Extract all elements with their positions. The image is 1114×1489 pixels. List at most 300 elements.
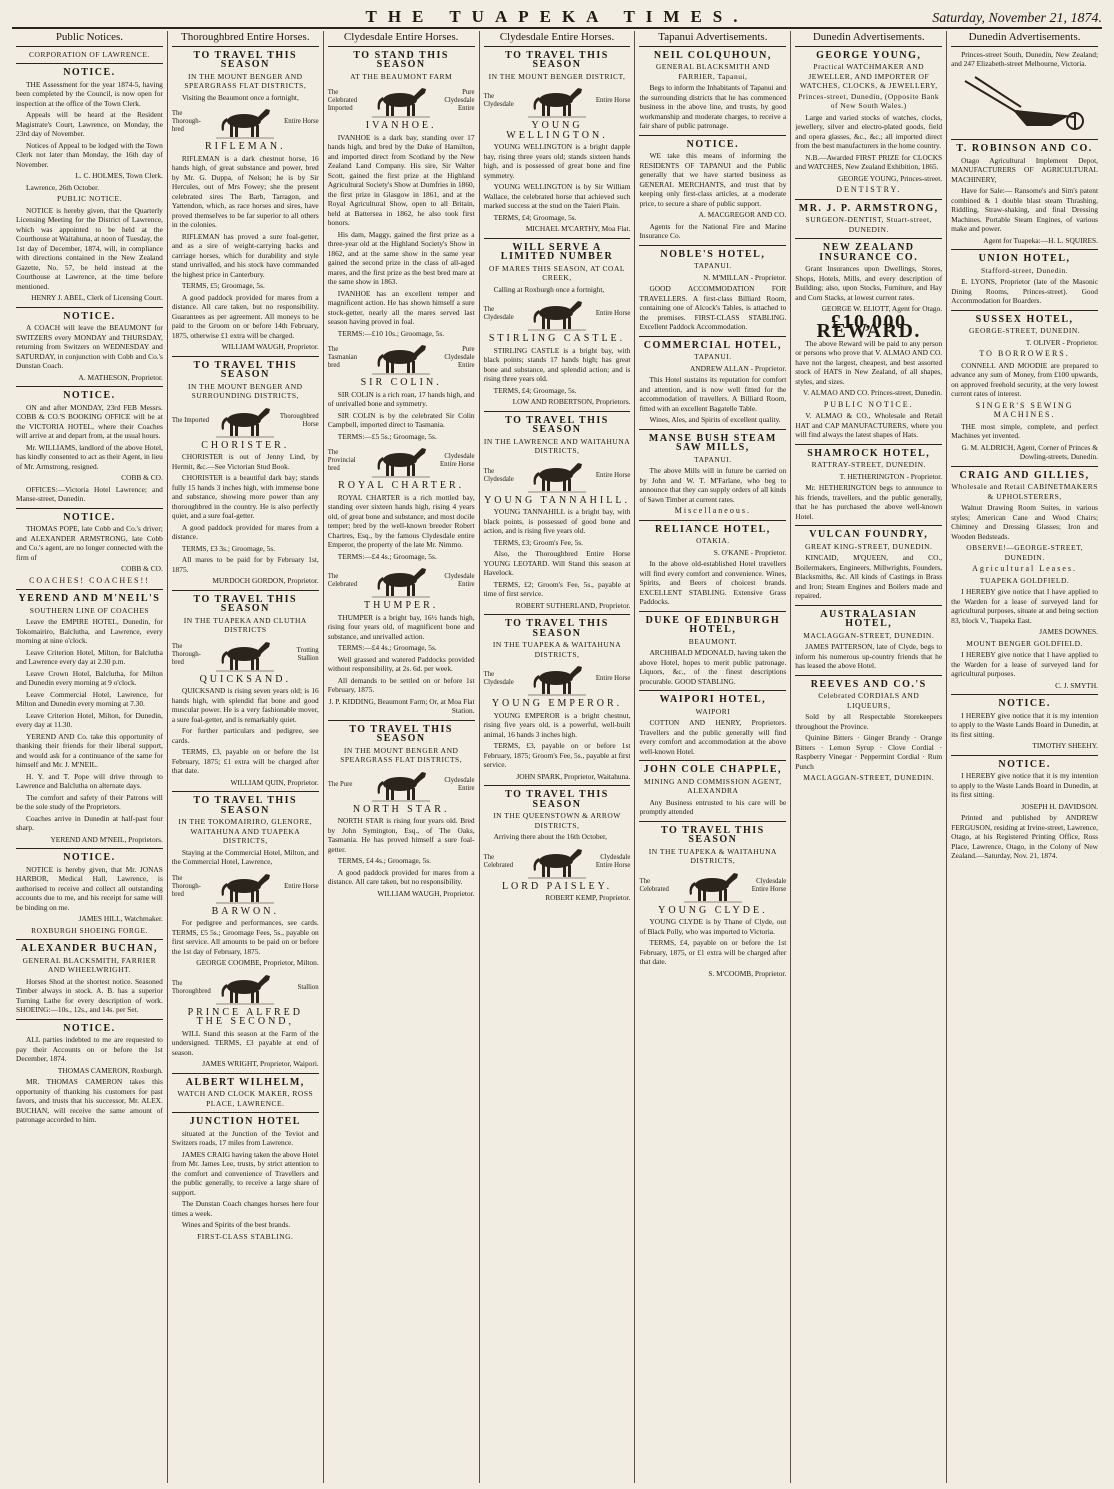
ad-body-text: Coaches arrive in Dunedin at half-past four sharp. <box>16 813 163 832</box>
horse-label-right: Clydesdale Entire <box>444 776 475 792</box>
ad-body-text: TERMS, £4 4s.; Groomage, 5s. <box>337 856 431 865</box>
ad-body-text: WILL Stand this season at the Farm of the undersigned. TERMS, £3 payable at end of season. <box>171 1028 319 1057</box>
ad-headline: NOTICE. <box>998 758 1051 770</box>
ad-divider <box>484 411 631 412</box>
ad-subhead: AT THE BEAUMONT FARM <box>350 71 453 81</box>
ad-body-text: TERMS, £2; Groom's Fee, 5s., payable at time of first service. <box>483 579 631 598</box>
horse-label-left: The Provincial bred <box>327 449 356 472</box>
ad-body-text: situated at the Junction of the Teviot and Switzers roads, 17 miles from Lawrence. <box>171 1128 319 1147</box>
ad-subhead: Princes-street, Dunedin, (Opposite Bank of New South Wales.) <box>798 91 940 110</box>
ad-divider <box>16 63 163 64</box>
horse-name: BARWON. <box>211 905 279 917</box>
horse-name: SIR COLIN. <box>360 377 442 388</box>
ad-body-text: Leave the EMPIRE HOTEL, Dunedin, for Tokomairiro, Balclutha, and Lawrence, every morning at nine o'clock. <box>16 617 163 645</box>
column-header: Public Notices. <box>16 31 163 47</box>
ad-divider <box>951 466 1098 467</box>
ad-headline: UNION HOTEL, <box>978 253 1071 264</box>
ad-body-text: Begs to inform the Inhabitants of Tapanui and the surrounding districts that he has commenced business in the above line, and trusts, by good workmanship and moderate charges, to receive a fair share of public patronage. <box>639 83 787 130</box>
ad-body-text: YOUNG TANNAHILL is a bright bay, with black points, is possessed of good bone and action, and is rising five years old. <box>483 507 631 535</box>
horse-illustration-icon <box>370 444 432 478</box>
ad-subhead: IN THE TUAPEKA & WAITAHUNA DISTRICTS, <box>492 640 622 659</box>
ad-divider <box>639 245 786 246</box>
horse-cut <box>328 768 475 802</box>
ad-headline: YEREND AND M'NEIL'S <box>18 593 161 604</box>
ad-subhead: MACLAGGAN-STREET, DUNEDIN. <box>803 630 935 640</box>
ad-body-text: N.B.—Awarded FIRST PRIZE for CLOCKS and WATCHES, New Zealand Exhibition, 1865. <box>795 152 943 171</box>
ad-headline: NOTICE. <box>998 698 1051 709</box>
horse-label-right: Entire Horse <box>284 118 319 125</box>
ad-body-text: TERMS, £3; Groom's Fee, 5s. <box>493 537 583 547</box>
ad-subhead: TAPANUI. <box>694 261 732 270</box>
ad-signature: THOMAS CAMERON, Roxburgh. <box>57 1065 163 1075</box>
ad-divider <box>16 386 163 387</box>
ad-body-text: TERMS, £5; Groomage, 5s. <box>181 281 265 290</box>
ad-body-text: SIR COLIN is by the celebrated Sir Colin Campbell, imported direct to Tasmania. <box>327 410 475 429</box>
ad-body-text: Walnut Drawing Room Suites, in various styles; American Cane and Wood Chairs; Chimney and Dressing Glasses; Iron and Wooden Bedsteads. <box>951 503 1099 541</box>
section-caption: SINGER'S SEWING MACHINES. <box>975 400 1074 419</box>
ad-divider <box>16 508 163 509</box>
ad-body-text: YEREND AND Co. take this opportunity of thanking their friends for their liberal support, and would ask for a continuance of the same for himself and Mr. J. M'NEIL. <box>16 731 163 769</box>
ad-headline: JOHN COLE CHAPPLE, <box>643 764 783 775</box>
ad-body-text: THE most simple, complete, and perfect Machines yet invented. <box>951 421 1099 440</box>
ad-divider <box>639 520 786 521</box>
ad-body-text: THUMPER is a bright bay, 16½ hands high, rising four years old, of magnificent bone and substance, and unrivalled action. <box>327 612 475 641</box>
ad-body-text: TERMS, £3, payable on or before the 1st February, 1875; £1 extra will be charged after that date. <box>171 747 319 775</box>
ad-divider <box>639 611 786 612</box>
ad-body-text: GOOD ACCOMMODATION FOR TRAVELLERS. A first-class Billiard Room, containing one of Alcock's Tables, is attached to the premises. FIRST-CLASS STABLING. Excellent Paddock Accommodation. <box>639 284 787 331</box>
horse-illustration-icon <box>370 768 432 802</box>
column-1 <box>12 31 168 1483</box>
ad-headline: TO TRAVEL THIS SEASON <box>505 789 609 810</box>
ad-body-text: YOUNG WELLINGTON is by Sir William Wallace, the celebrated horse that achieved such marked success at the stud on the Taieri Plain. <box>483 182 631 210</box>
horse-name: YOUNG CLYDE. <box>658 904 768 916</box>
ad-body-text: RIFLEMAN is a dark chestnut horse, 16 hands high, of great substance and power, bred by Mr. G. Duppa, of Nelson; he is by Sir Hercules, out of Mrs Fowey; she the present celebrated sires The Barb, Tarragon, and Yattendon, which, as race horses and sires, have proved themselves to be far superior to all others in the colonies. <box>171 153 319 229</box>
ad-divider <box>795 675 942 676</box>
ad-divider <box>639 429 786 430</box>
ad-signature: ANDREW ALLAN - Proprietor. <box>689 363 787 373</box>
ad-body-text: The above Reward will be paid to any person or persons who prove that V. ALMAO AND CO. have not the largest, cheapest, and best assorted stock of HATS in New Zealand, of all shapes, styles, and sizes. <box>795 338 943 386</box>
ad-subhead: PUBLIC NOTICE. <box>56 194 122 203</box>
ad-body-text: A COACH will leave the BEAUMONT for SWITZERS every MONDAY and THURSDAY, returning from Switzers on WEDNESDAY and SATURDAY, in conjunction with Cobb and Co.'s Dunstan Coach. <box>16 323 163 370</box>
horse-illustration-icon <box>526 297 588 331</box>
column-header: Clydesdale Entire Horses. <box>328 31 475 47</box>
horse-label-right: Thoroughbred Horse <box>279 412 319 428</box>
ad-body-text: Lawrence, 26th October. <box>26 182 100 192</box>
ad-subhead: IN THE QUEENSTOWN & ARROW DISTRICTS, <box>493 811 621 830</box>
ad-signature: YEREND AND M'NEIL, Proprietors. <box>50 834 163 844</box>
ad-subhead: TAPANUI. <box>694 352 732 361</box>
ad-body-text: YOUNG WELLINGTON is a bright dapple bay, rising three years old; stands sixteen hands high, and is possessed of great bone and fine symmetry. <box>483 142 631 180</box>
ad-body-text: TERMS, £4; Groomage, 5s. <box>493 385 577 395</box>
column-header: Dunedin Advertisements. <box>795 31 942 47</box>
horse-name: CHORISTER. <box>201 439 290 451</box>
ad-headline: NOTICE. <box>686 138 740 150</box>
ad-subhead: SURGEON-DENTIST, Stuart-street, DUNEDIN. <box>805 215 932 234</box>
ad-divider <box>172 1073 319 1074</box>
horse-label-left: The Pure <box>327 780 353 788</box>
column-4 <box>480 31 636 1483</box>
horse-label-left: The Celebrated <box>327 573 358 588</box>
ad-body-text: I HEREBY give notice that I have applied to the Warden for a lease of surveyed land for agricultural purposes. <box>951 650 1099 678</box>
ad-body-text: Also, the Thoroughbred Entire Horse YOUNG LEOTARD. Will Stand this season at Havelock. <box>483 549 631 577</box>
ad-divider <box>795 444 942 445</box>
column-header: Tapanui Advertisements. <box>639 31 786 47</box>
column-6 <box>791 31 947 1483</box>
horse-cut <box>172 105 319 139</box>
horse-name: YOUNG WELLINGTON. <box>506 120 608 141</box>
ad-body-text: NOTICE is hereby given, that the Quarterly Licensing Meeting for the District of Lawrence, which was appointed to be held at the Courthouse at Waitahuna, at noon of Tuesday, the 1st day of December, 1874, will, in compliance with directions contained in the New Zealand Gazette, No. 57, be held instead at the Courthouse at Lawrence, at the time before mentioned. <box>16 205 163 291</box>
horse-label-right: Entire Horse <box>595 471 631 479</box>
ad-body-text: All mares to be paid for by February 1st, 1875. <box>171 555 319 574</box>
horse-label-left: The Thoroughbred <box>171 979 211 995</box>
ad-signature: JOHN SPARK, Proprietor, Waitahuna. <box>516 771 631 781</box>
ad-divider <box>172 356 319 357</box>
ad-body-text: THOMAS POPE, late Cobb and Co.'s driver; and ALEXANDER ARMSTRONG, late Cobb and Co.'s agent, are no longer connected with the firm of <box>16 524 163 562</box>
ad-body-text: The comfort and safety of their Patrons will be the sole study of the Proprietors. <box>16 792 163 811</box>
horse-label-right: Clydesdale Entire Horse <box>440 453 475 468</box>
horse-cut <box>328 444 475 478</box>
ad-subhead: Stafford-street, Dunedin. <box>981 265 1069 275</box>
ad-divider <box>951 310 1098 311</box>
column-header: Dunedin Advertisements. <box>951 31 1098 47</box>
ad-body-text: I HEREBY give notice that it is my intention to apply to the Waste Lands Board in Dunedin, at its first sitting. <box>951 710 1099 739</box>
ad-signature: JAMES DOWNES. <box>1039 627 1099 636</box>
ad-body-text: This Hotel sustains its reputation for comfort and attention, and is now well fitted for the accommodation of travellers. A Billiard Room, fitted with an excellent Bagatelle Table. <box>639 375 787 413</box>
ad-body-text: Arriving there about the 16th October, <box>493 832 607 841</box>
horse-cut <box>172 870 319 904</box>
ad-signature: JOSEPH H. DAVIDSON. <box>1021 801 1099 811</box>
ad-divider <box>172 1112 319 1113</box>
ad-headline: GEORGE YOUNG, <box>816 49 922 61</box>
ad-headline: TO TRAVEL THIS SEASON <box>505 414 609 435</box>
ad-headline: NOTICE. <box>63 511 116 523</box>
ad-body-text: All demands to be settled on or before 1st February, 1875. <box>327 675 475 694</box>
ad-divider <box>484 785 631 786</box>
ad-subhead: OBSERVE!—GEORGE-STREET, DUNEDIN. <box>966 543 1083 562</box>
ad-signature: TIMOTHY SHEEHY. <box>1032 741 1099 750</box>
ad-signature: J. P. KIDDING, Beaumont Farm; Or, at Moa Flat Station. <box>328 696 475 715</box>
ad-divider <box>795 525 942 526</box>
ad-headline: NOBLE'S HOTEL, <box>660 248 766 260</box>
ad-subhead: GENERAL BLACKSMITH, FARRIER AND WHEELWRIGHT. <box>22 955 157 974</box>
ad-signature: GEORGE COOMBE, Proprietor, Milton. <box>196 958 319 967</box>
horse-cut <box>484 845 631 879</box>
horse-illustration-icon <box>370 341 432 375</box>
ad-headline: TO TRAVEL THIS SEASON <box>505 618 609 639</box>
ad-body-text: ON and after MONDAY, 23rd FEB Messrs. COBB & CO.'S BOOKING OFFICE will be at the VICTORIA HOTEL, where their Coaches will arrive at and depart from, at the usual hours. <box>16 402 163 440</box>
ad-signature: Agent for Tuapeka:—H. L. SQUIRES. <box>983 235 1099 245</box>
ad-signature: GEORGE YOUNG, Princes-street. <box>838 173 943 183</box>
ad-headline: NOTICE. <box>63 67 116 78</box>
horse-illustration-icon <box>526 459 588 493</box>
ad-body-text: TERMS:—£4 4s.; Groomage, 5s. <box>337 551 437 561</box>
ad-signature: T. HETHERINGTON - Proprietor. <box>839 471 943 481</box>
horse-name: STIRLING CASTLE. <box>488 333 626 344</box>
ad-headline: TO TRAVEL THIS SEASON <box>349 723 453 744</box>
horse-label-left: The Clydesdale <box>483 671 514 686</box>
horse-name: PRINCE ALFRED THE SECOND, <box>187 1006 303 1027</box>
ad-subhead: IN THE TUAPEKA AND CLUTHA DISTRICTS <box>183 615 307 634</box>
ad-body-text: In the above old-established Hotel travellers will find every comfort and convenience. Wines, Spirits, and Beers of choicest brands. EXCELLENT STABLING. Extensive Grass Paddocks. <box>639 559 787 606</box>
ad-signature: GEORGE W. ELIOTT, Agent for Otago. <box>821 304 943 313</box>
ad-subhead: FIRST-CLASS STABLING. <box>197 1231 294 1241</box>
ad-body-text: Have for Sale:— Ransome's and Sim's patent combined & 1 double blast steam Thrashing, Riddling, Straw-shaking, and final Dressing Machines. Portable Steam Engines, of various make and power. <box>951 186 1099 233</box>
newspaper-columns <box>12 31 1102 1483</box>
horse-name: YOUNG EMPEROR. <box>491 698 623 709</box>
ad-signature: LOW AND ROBERTSON, Proprietors. <box>512 397 631 406</box>
ad-body-text: For further particulars and pedigree, see cards. <box>171 726 319 745</box>
ad-subhead: Wholesale and Retail CABINETMAKERS & UPHOLSTERERS, <box>951 482 1098 501</box>
horse-label-left: The Clydesdale <box>483 467 514 483</box>
ad-headline: AUSTRALASIAN HOTEL, <box>820 608 918 629</box>
ad-headline: NEW ZEALAND INSURANCE CO. <box>819 242 919 263</box>
ad-body-text: Leave Crown Hotel, Balclutha, for Milton and Dunedin every morning at 9 o'clock. <box>16 668 163 687</box>
ad-body-text: TERMS, £4, payable on or before the 1st February, 1875, or £1 extra will be charged after that date. <box>639 938 787 966</box>
horse-illustration-icon <box>214 404 276 438</box>
ad-divider <box>639 690 786 691</box>
masthead <box>12 3 1102 29</box>
ad-subhead: IN THE LAWRENCE AND WAITAHUNA DISTRICTS, <box>483 436 631 455</box>
ad-headline: TO TRAVEL THIS SEASON <box>193 593 298 614</box>
ad-divider <box>951 249 1098 250</box>
ad-subhead: WAIPORI <box>695 706 731 716</box>
ad-subhead: SOUTHERN LINE OF COACHES <box>29 605 150 615</box>
ad-subhead: MACLAGGAN-STREET, DUNEDIN. <box>803 773 935 782</box>
ad-signature: JAMES HILL, Watchmaker. <box>78 914 163 923</box>
ad-body-text: His dam, Maggy, gained the first prize as a three-year old at the Highland Society's Show in 1862, and at the same show in the same year gained the second prize in the class of all-aged mares, and the first prize as the best bred mare at the same show in 1863. <box>327 229 475 286</box>
ad-headline: NOTICE. <box>63 310 116 322</box>
horse-cut <box>484 84 631 118</box>
horse-name: LORD PAISLEY. <box>501 880 613 892</box>
ad-signature: V. ALMAO AND CO. Princes-street, Dunedin. <box>802 388 943 397</box>
ad-divider <box>16 589 163 590</box>
ad-subhead: CORPORATION OF LAWRENCE. <box>29 49 150 59</box>
horse-cut <box>484 662 631 696</box>
ad-body-text: Leave Criterion Hotel, Milton, for Balclutha and Lawrence every day at 2.30 p.m. <box>16 647 163 666</box>
section-caption: TO BORROWERS. <box>979 349 1070 358</box>
ad-headline: COMMERCIAL HOTEL, <box>643 339 783 351</box>
column-3 <box>324 31 480 1483</box>
ad-headline: ALBERT WILHELM, <box>185 1076 305 1088</box>
ad-signature: COBB & CO. <box>121 564 163 573</box>
ad-signature: COBB & CO. <box>121 473 163 482</box>
ad-body-text: ALL parties indebted to me are requested to pay their Accounts on or before the 1st December, 1874. <box>16 1035 163 1063</box>
ad-subhead: MOUNT BENGER GOLDFIELD. <box>966 638 1083 648</box>
horse-name: QUICKSAND. <box>199 673 291 685</box>
ad-body-text: Wines and Spirits of the best brands. <box>181 1220 291 1229</box>
horse-illustration-icon <box>214 971 276 1005</box>
horse-label-left: The Thorough-bred <box>171 642 201 666</box>
ad-subhead: Practical WATCHMAKER AND JEWELLER, AND IMPORTER OF WATCHES, CLOCKS, & JEWELLERY, <box>799 62 938 90</box>
ad-body-text: Leave Commercial Hotel, Lawrence, for Milton and Dunedin every morning at 7.30. <box>16 689 163 708</box>
ad-body-text: A good paddock provided for mares from a distance. <box>171 522 319 541</box>
ad-signature: ROBERT KEMP, Proprietor. <box>545 893 631 902</box>
ad-subhead: OF MARES THIS SEASON, AT COAL CREEK, <box>489 263 625 282</box>
horse-label-right: Entire Horse <box>595 97 631 104</box>
ad-headline: NEIL COLQUHOUN, <box>653 49 772 61</box>
plough-cut <box>951 73 1098 136</box>
ad-body-text: CHORISTER is out of Jenny Lind, by Hermit, &c.—See Victorian Stud Book. <box>171 452 319 471</box>
ad-headline: NOTICE. <box>63 1022 116 1034</box>
horse-label-left: The Tasmanian bred <box>327 346 358 369</box>
ad-body-text: TERMS:—£4 4s.; Groomage, 5s. <box>337 643 437 652</box>
ad-body-text: Agents for the National Fire and Marine Insurance Co. <box>639 221 787 240</box>
ad-signature: WILLIAM WAUGH, Proprietor. <box>377 888 475 898</box>
ad-body-text: I HEREBY give notice that it is my intention to apply to the Waste Lands Board in Dunedin, at its first sitting. <box>951 771 1099 799</box>
ad-body-text: NOTICE is hereby given, that Mr. JONAS HARBOR, Medical Hall, Lawrence, is authorised to receive and collect all outstanding accounts due to me, and his receipt for same will be binding on me. <box>16 864 163 912</box>
ad-body-text: Princes-street South, Dunedin, New Zealand; and 247 Elizabeth-street Melbourne, Victoria. <box>951 49 1099 68</box>
ad-body-text: CHORISTER is a beautiful dark bay; stands fully 15 hands 3 inches high, with immense bone and substance, showing more power than any thoroughbred in the country. He is also perfectly quiet, and a sure foal-getter. <box>171 473 319 520</box>
horse-label-right: Entire Horse <box>595 675 631 682</box>
ad-body-text: TERMS:—£10 10s.; Groomage, 5s. <box>337 328 445 338</box>
ad-signature: A. MATHESON, Proprietor. <box>78 372 163 382</box>
ad-body-text: CONNELL AND MOODIE are prepared to advance any sum of Money, from £100 upwards, on approved freehold security, at the very lowest current rates of interest. <box>951 360 1099 398</box>
horse-illustration-icon <box>370 564 432 598</box>
ad-divider <box>639 135 786 136</box>
horse-cut <box>328 84 475 118</box>
section-caption: PUBLIC NOTICE. <box>823 399 914 409</box>
ad-divider <box>172 590 319 591</box>
ad-body-text: COTTON AND HENRY, Proprietors. Travellers and the public generally will find every comfort and accommodation at the above well-known Hotel. <box>639 718 787 756</box>
horse-name: NORTH STAR. <box>352 803 450 815</box>
ad-headline: TO TRAVEL THIS SEASON <box>193 795 298 816</box>
ad-body-text: Calling at Roxburgh once a fortnight, <box>493 284 605 294</box>
ad-body-text: Mr. WILLIAMS, landlord of the above Hotel, has kindly consented to act as their Agent, in lieu of Mr. Armstrong, resigned. <box>16 442 163 471</box>
ad-body-text: JAMES PATTERSON, late of Clyde, begs to inform his numerous up-country friends that he has leased the above Hotel. <box>795 642 943 670</box>
column-2 <box>168 31 324 1483</box>
horse-illustration-icon <box>526 662 588 696</box>
ad-headline: SHAMROCK HOTEL, <box>807 447 931 459</box>
horse-illustration-icon <box>370 84 432 118</box>
ad-body-text: Any Business entrusted to his care will be promptly attended <box>639 797 787 816</box>
horse-label-left: The Celebrated Imported <box>327 89 358 112</box>
ad-signature: A. MACGREGOR AND CO. <box>698 210 787 219</box>
ad-body-text: For pedigree and performances, see cards. TERMS, £5 5s.; Groomage Fees, 5s., payable on first service. All amounts to be paid on or before the 1st day of February, 1875. <box>171 918 319 956</box>
ad-subhead: Celebrated CORDIALS AND LIQUEURS, <box>818 691 920 710</box>
horse-cut <box>484 459 631 493</box>
ad-body-text: E. LYONS, Proprietor (late of the Masonic Dining Rooms, Princes-street). Good Accommodation for Boarders. <box>951 277 1099 305</box>
ad-signature: C. J. SMYTH. <box>1055 680 1099 690</box>
ad-divider <box>484 614 631 615</box>
ad-divider <box>795 238 942 239</box>
ad-body-text: RIFLEMAN has proved a sure foal-getter, and as a sire of weight-carrying hacks and carriage horses, which for durability and style stand unrivalled, and his stock have commanded the highest price in Canterbury. <box>171 231 319 279</box>
ad-subhead: IN THE MOUNT BENGER AND SURROUNDING DISTRICTS, <box>188 381 303 400</box>
horse-cut <box>328 564 475 598</box>
ad-divider <box>795 199 942 200</box>
ad-headline: TO STAND THIS SEASON <box>353 49 449 70</box>
horse-illustration-icon <box>214 105 276 139</box>
horse-illustration-icon <box>526 84 588 118</box>
ad-subhead: IN THE TUAPEKA & WAITAHUNA DISTRICTS, <box>648 846 777 865</box>
ad-body-text: WE take this means of informing the RESIDENTS OF TAPANUI and the Public generally that we have started business as GENERAL MERCHANTS, and trust that by keeping only first-class articles, at a moderate price, to secure a share of public support. <box>639 151 787 208</box>
ad-body-text: Large and varied stocks of watches, clocks, jewellery, silver and electro-plated goods, field and opera glasses, &c., &c.; all imported direct from the best manufacturers in the home country. <box>795 112 943 150</box>
ad-body-text: V. ALMAO & CO., Wholesale and Retail HAT and CAP MANUFACTURERS, where you will find always the latest shapes of Hats. <box>795 411 943 439</box>
ad-headline: MANSE BUSH STEAM SAW MILLS, <box>648 432 777 453</box>
horse-label-right: Pure Clydesdale Entire <box>444 346 475 369</box>
ad-signature: MURDOCH GORDON, Proprietor. <box>212 576 319 585</box>
ad-body-text: OFFICES:—Victoria Hotel Lawrence; and Manse-street, Dunedin. <box>16 484 163 503</box>
ad-headline: SUSSEX HOTEL, <box>975 313 1074 325</box>
horse-illustration-icon <box>214 638 276 672</box>
ad-subhead: GEORGE-STREET, DUNEDIN. <box>969 326 1081 335</box>
horse-label-right: Clydesdale Entire Horse <box>595 853 631 869</box>
ad-body-text: Otago Agricultural Implement Depot, MANUFACTURERS OF AGRICULTURAL MACHINERY, <box>951 155 1099 184</box>
horse-name: THUMPER. <box>364 600 439 611</box>
plough-illustration-icon <box>955 73 1095 133</box>
horse-label-left: The Celebrated <box>483 853 514 869</box>
ad-headline: REEVES AND CO.'S <box>810 678 927 690</box>
ad-body-text: Appeals will be heard at the Resident Magistrate's Court, Lawrence, on Monday, the 23rd day of November. <box>16 110 163 138</box>
ad-subhead: WATCH AND CLOCK MAKER, ROSS PLACE, LAWRENCE. <box>177 1089 314 1108</box>
horse-label-left: The Thorough-bred <box>171 874 201 898</box>
ad-headline: ALEXANDER BUCHAN, <box>20 943 159 954</box>
horse-name: RIFLEMAN. <box>204 141 286 152</box>
section-caption: DENTISTRY. <box>836 185 902 194</box>
ad-signature: JAMES WRIGHT, Proprietor, Waipori. <box>202 1059 319 1068</box>
ad-signature: ROBERT SUTHERLAND, Proprietor. <box>515 600 631 610</box>
ad-headline: DUKE OF EDINBURGH HOTEL, <box>645 614 781 635</box>
horse-label-right: Entire Horse <box>284 882 319 890</box>
ad-body-text: Leave Criterion Hotel, Milton, for Dunedin, every day at 11.30. <box>16 710 163 729</box>
ad-body-text: IVANHOE has an excellent temper and magnificent action. He has shown himself a sure stock-getter, nearly all the mares served last season having proved in foal. <box>327 288 475 326</box>
ad-headline: NOTICE. <box>63 390 116 401</box>
ad-divider <box>639 336 786 337</box>
ad-divider <box>16 307 163 308</box>
horse-label-right: Clydesdale Entire <box>444 573 475 588</box>
horse-cut <box>328 341 475 375</box>
horse-name: YOUNG TANNAHILL. <box>484 494 630 506</box>
ad-body-text: Printed and published by ANDREW FERGUSON, residing at Irvine-street, Lawrence, Otago, at his Registered Printing Office, Ross Place, Lawrence, Otago, in the Colony of New Zealand.—Saturday, Nov. 21, 1874. <box>951 813 1099 860</box>
ad-headline: TO TRAVEL THIS SEASON <box>193 49 298 70</box>
ad-subhead: OTAKIA. <box>696 536 730 545</box>
ad-body-text: SIR COLIN is a rich roan, 17 hands high, and of unrivalled bone and symmetry. <box>327 389 475 408</box>
ad-body-text: KINCAID, M'QUEEN, and CO., Boilermakers, Engineers, Millwrights, Founders, Blacksmiths, &c. All kinds of Castings in Brass and Iron; Steam Engines and Boilers made and repaired. <box>795 553 943 600</box>
ad-body-text: A good paddock provided for mares from a distance. All care taken, but no responsibility. Guarantees as per agreement. All moneys to be paid to the Groom on or before 14th February, 1875, otherwise £1 extra will be charged. <box>171 292 319 340</box>
ad-subhead: TAPANUI. <box>694 454 732 464</box>
ad-subhead: RATTRAY-STREET, DUNEDIN. <box>811 460 926 469</box>
ad-divider <box>16 939 163 940</box>
ad-subhead: IN THE TOKOMAIRIRO, GLENORE, WAITAHUNA AND TUAPEKA DISTRICTS, <box>178 817 313 845</box>
ad-subhead: MINING AND COMMISSION AGENT, ALEXANDRA <box>644 776 782 795</box>
ad-signature: HENRY J. ABEL, Clerk of Licensing Court. <box>31 293 163 302</box>
ad-subhead: IN THE MOUNT BENGER AND SPEARGRASS FLAT DISTRICTS, <box>184 71 307 90</box>
ad-body-text: MR. THOMAS CAMERON takes this opportunity of thanking his customers for past favors, and trusts that his successor, Mr. ALEX. BUCHAN, will receive the same amount of patronage accorded to him. <box>16 1077 163 1124</box>
horse-label-right: Stallion <box>297 983 319 991</box>
ad-subhead: BEAUMONT. <box>688 636 738 646</box>
ad-body-text: The Dunstan Coach changes horses here four times a week. <box>171 1199 319 1218</box>
horse-name: ROYAL CHARTER. <box>338 480 465 491</box>
ad-body-text: IVANHOE is a dark bay, standing over 17 hands high, and bred by the Duke of Hamilton, and imported direct from Scotland by the New Zealand Land Company. His sire, Sir Walter Scott, gained the first prize at the Highland Agricultural Society's Show at Dumfries in 1860, the first prize in Glasgow in 1861, and at the Royal Agricultural Show, open to all Britain, held at Battersea in 1862, he also took first honors. <box>327 132 475 227</box>
horse-label-right: Pure Clydesdale Entire <box>444 89 475 112</box>
ad-body-text: STIRLING CASTLE is a bright bay, with black points; stands 17 hands high; has great bone and substance, and splendid action; and is rising three years old. <box>483 345 631 383</box>
horse-label-left: The Thorough-bred <box>171 110 201 133</box>
ad-body-text: A good paddock provided for mares from a distance. All care taken, but no responsibility. <box>327 867 475 886</box>
horse-illustration-icon <box>526 845 588 879</box>
ad-divider <box>639 821 786 822</box>
ad-signature: G. M. ALDRICH, Agent, Corner of Princes & Dowling-streets, Dunedin. <box>961 442 1099 461</box>
ad-subhead: GREAT KING-STREET, DUNEDIN. <box>805 541 933 551</box>
ad-divider <box>639 760 786 761</box>
ad-subhead: ROXBURGH SHOEING FORGE. <box>31 925 148 935</box>
ad-divider <box>951 755 1098 756</box>
ad-divider <box>484 238 631 239</box>
ad-headline: WAIPORI HOTEL, <box>659 694 767 705</box>
ad-headline: RELIANCE HOTEL, <box>654 523 771 535</box>
column-5 <box>635 31 791 1483</box>
ad-body-text: TERMS, £4; Groomage, 5s. <box>493 212 577 222</box>
issue-date: Saturday, November 21, 1874. <box>932 11 1102 26</box>
ad-divider <box>951 139 1098 140</box>
